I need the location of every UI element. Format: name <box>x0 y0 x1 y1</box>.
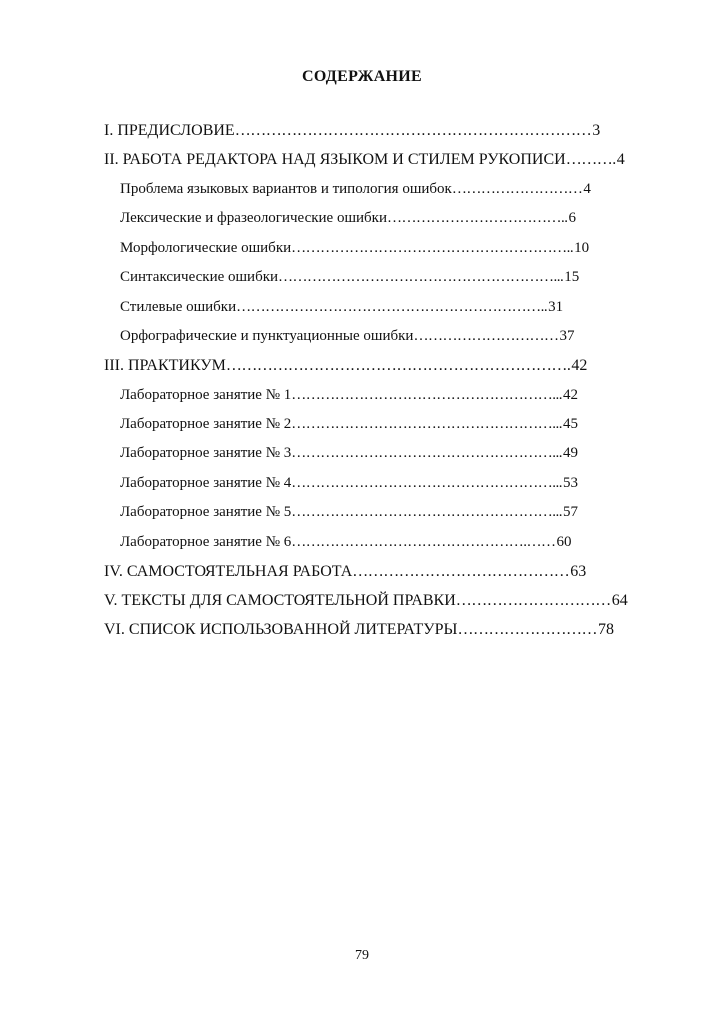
toc-entry-lexical-errors[interactable] <box>0 204 724 233</box>
page-number: 79 <box>355 948 369 963</box>
toc-dot-leader: …………………………………………………………… <box>234 121 592 139</box>
toc-entry-label: САМОСТОЯТЕЛЬНАЯ РАБОТА <box>126 562 353 580</box>
toc-entry-label: Орфографические и пунктуационные ошибки <box>120 327 414 344</box>
toc-dot-leader: ………………………………………………... <box>291 474 563 491</box>
toc-entry-label: РАБОТА РЕДАКТОРА НАД ЯЗЫКОМ И СТИЛЕМ РУКОПИСИ <box>122 151 566 169</box>
toc-entry-label: Стилевые ошибки <box>120 298 237 315</box>
toc-entry-label: Лабораторное занятие № 4 <box>120 474 292 491</box>
toc-entry-number: I. <box>104 121 114 139</box>
toc-entry-preface[interactable] <box>0 116 724 145</box>
toc-entry-editor-work[interactable] <box>0 145 724 174</box>
toc-entry-lab-4[interactable] <box>0 469 724 498</box>
toc-entry-lab-6[interactable] <box>0 527 724 556</box>
toc-entry-references[interactable] <box>0 616 724 645</box>
toc-dot-leader: ………………………………………….…… <box>291 533 556 550</box>
toc-entry-lab-1[interactable] <box>0 381 724 410</box>
toc-entry-label: Лексические и фразеологические ошибки <box>120 210 387 227</box>
toc-page-number: 49 <box>563 445 579 462</box>
toc-dot-leader: ………. <box>565 151 616 169</box>
toc-dot-leader: …………………………………………………... <box>278 269 564 286</box>
toc-dot-leader: ……………………… <box>457 621 597 639</box>
toc-dot-leader: ……………………… <box>451 180 583 197</box>
toc-entry-label: ПРАКТИКУМ <box>127 356 226 374</box>
toc-dot-leader: ………………………………………………... <box>291 386 563 403</box>
toc-page-number: 63 <box>570 562 587 580</box>
toc-entry-number: II. <box>104 151 119 169</box>
toc-dot-leader: ……………………………….. <box>386 210 568 227</box>
page-title: СОДЕРЖАНИЕ <box>301 68 423 85</box>
toc-entry-label: Лабораторное занятие № 6 <box>120 533 292 550</box>
toc-entry-style-errors[interactable] <box>0 292 724 321</box>
toc-entry-label: Лабораторное занятие № 2 <box>120 416 292 433</box>
toc-page-number: 53 <box>563 474 579 491</box>
toc-entry-label: ПРЕДИСЛОВИЕ <box>117 121 235 139</box>
toc-entry-label: Лабораторное занятие № 1 <box>120 386 292 403</box>
toc-page-number: 4 <box>616 151 625 169</box>
toc-page-number: 15 <box>564 269 580 286</box>
toc-entry-label: Лабораторное занятие № 5 <box>120 504 292 521</box>
toc-entry-morphological-errors[interactable] <box>0 234 724 263</box>
toc-entry-syntactic-errors[interactable] <box>0 263 724 292</box>
toc-entry-independent-work[interactable] <box>0 557 724 586</box>
toc-page-number: 42 <box>571 356 588 374</box>
toc-page-number: 45 <box>563 416 579 433</box>
toc-dot-leader: ………………………… <box>455 591 611 609</box>
toc-entry-number: III. <box>104 356 124 374</box>
toc-entry-spelling-errors[interactable] <box>0 322 724 351</box>
toc-page-number: 4 <box>583 180 591 197</box>
toc-dot-leader: …………………………………… <box>352 562 570 580</box>
toc-entry-editing-texts[interactable] <box>0 586 724 615</box>
toc-entry-label: Проблема языковых вариантов и типология ошибок <box>120 180 452 197</box>
toc-dot-leader: ………………………………………………... <box>291 416 563 433</box>
toc-entry-lab-2[interactable] <box>0 410 724 439</box>
toc-page-number: 78 <box>597 621 614 639</box>
toc-entry-number: V. <box>104 591 118 609</box>
toc-page-number: 10 <box>574 239 590 256</box>
toc-dot-leader: ………………………………………………... <box>291 504 563 521</box>
toc-entry-practicum[interactable] <box>0 351 724 380</box>
toc-page-number: 60 <box>556 533 572 550</box>
toc-page-number: 42 <box>563 386 579 403</box>
toc-entry-label: Лабораторное занятие № 3 <box>120 445 292 462</box>
toc-entry-label: Морфологические ошибки <box>120 239 292 256</box>
toc-entry-number: IV. <box>104 562 123 580</box>
toc-entry-lab-3[interactable] <box>0 439 724 468</box>
toc-dot-leader: ………………………………………………….. <box>291 239 574 256</box>
toc-entry-lab-5[interactable] <box>0 498 724 527</box>
toc-entry-label: СПИСОК ИСПОЛЬЗОВАННОЙ ЛИТЕРАТУРЫ <box>128 621 458 639</box>
toc-page-number: 57 <box>563 504 579 521</box>
toc-page-number: 6 <box>568 210 576 227</box>
toc-page-number: 64 <box>611 591 628 609</box>
toc-entry-number: VI. <box>104 621 125 639</box>
toc-entry-language-variants[interactable] <box>0 175 724 204</box>
table-of-contents <box>0 116 724 645</box>
toc-dot-leader: ………………………………………………... <box>291 445 563 462</box>
toc-dot-leader: ……………………………………………………….. <box>236 298 548 315</box>
toc-page-number: 3 <box>592 121 601 139</box>
toc-page-number: 37 <box>559 327 575 344</box>
toc-page-number: 31 <box>548 298 564 315</box>
toc-dot-leader: ………………………… <box>413 327 559 344</box>
toc-entry-label: ТЕКСТЫ ДЛЯ САМОСТОЯТЕЛЬНОЙ ПРАВКИ <box>121 591 456 609</box>
toc-entry-label: Синтаксические ошибки <box>120 269 279 286</box>
toc-dot-leader: …………………………………………………………. <box>225 356 571 374</box>
